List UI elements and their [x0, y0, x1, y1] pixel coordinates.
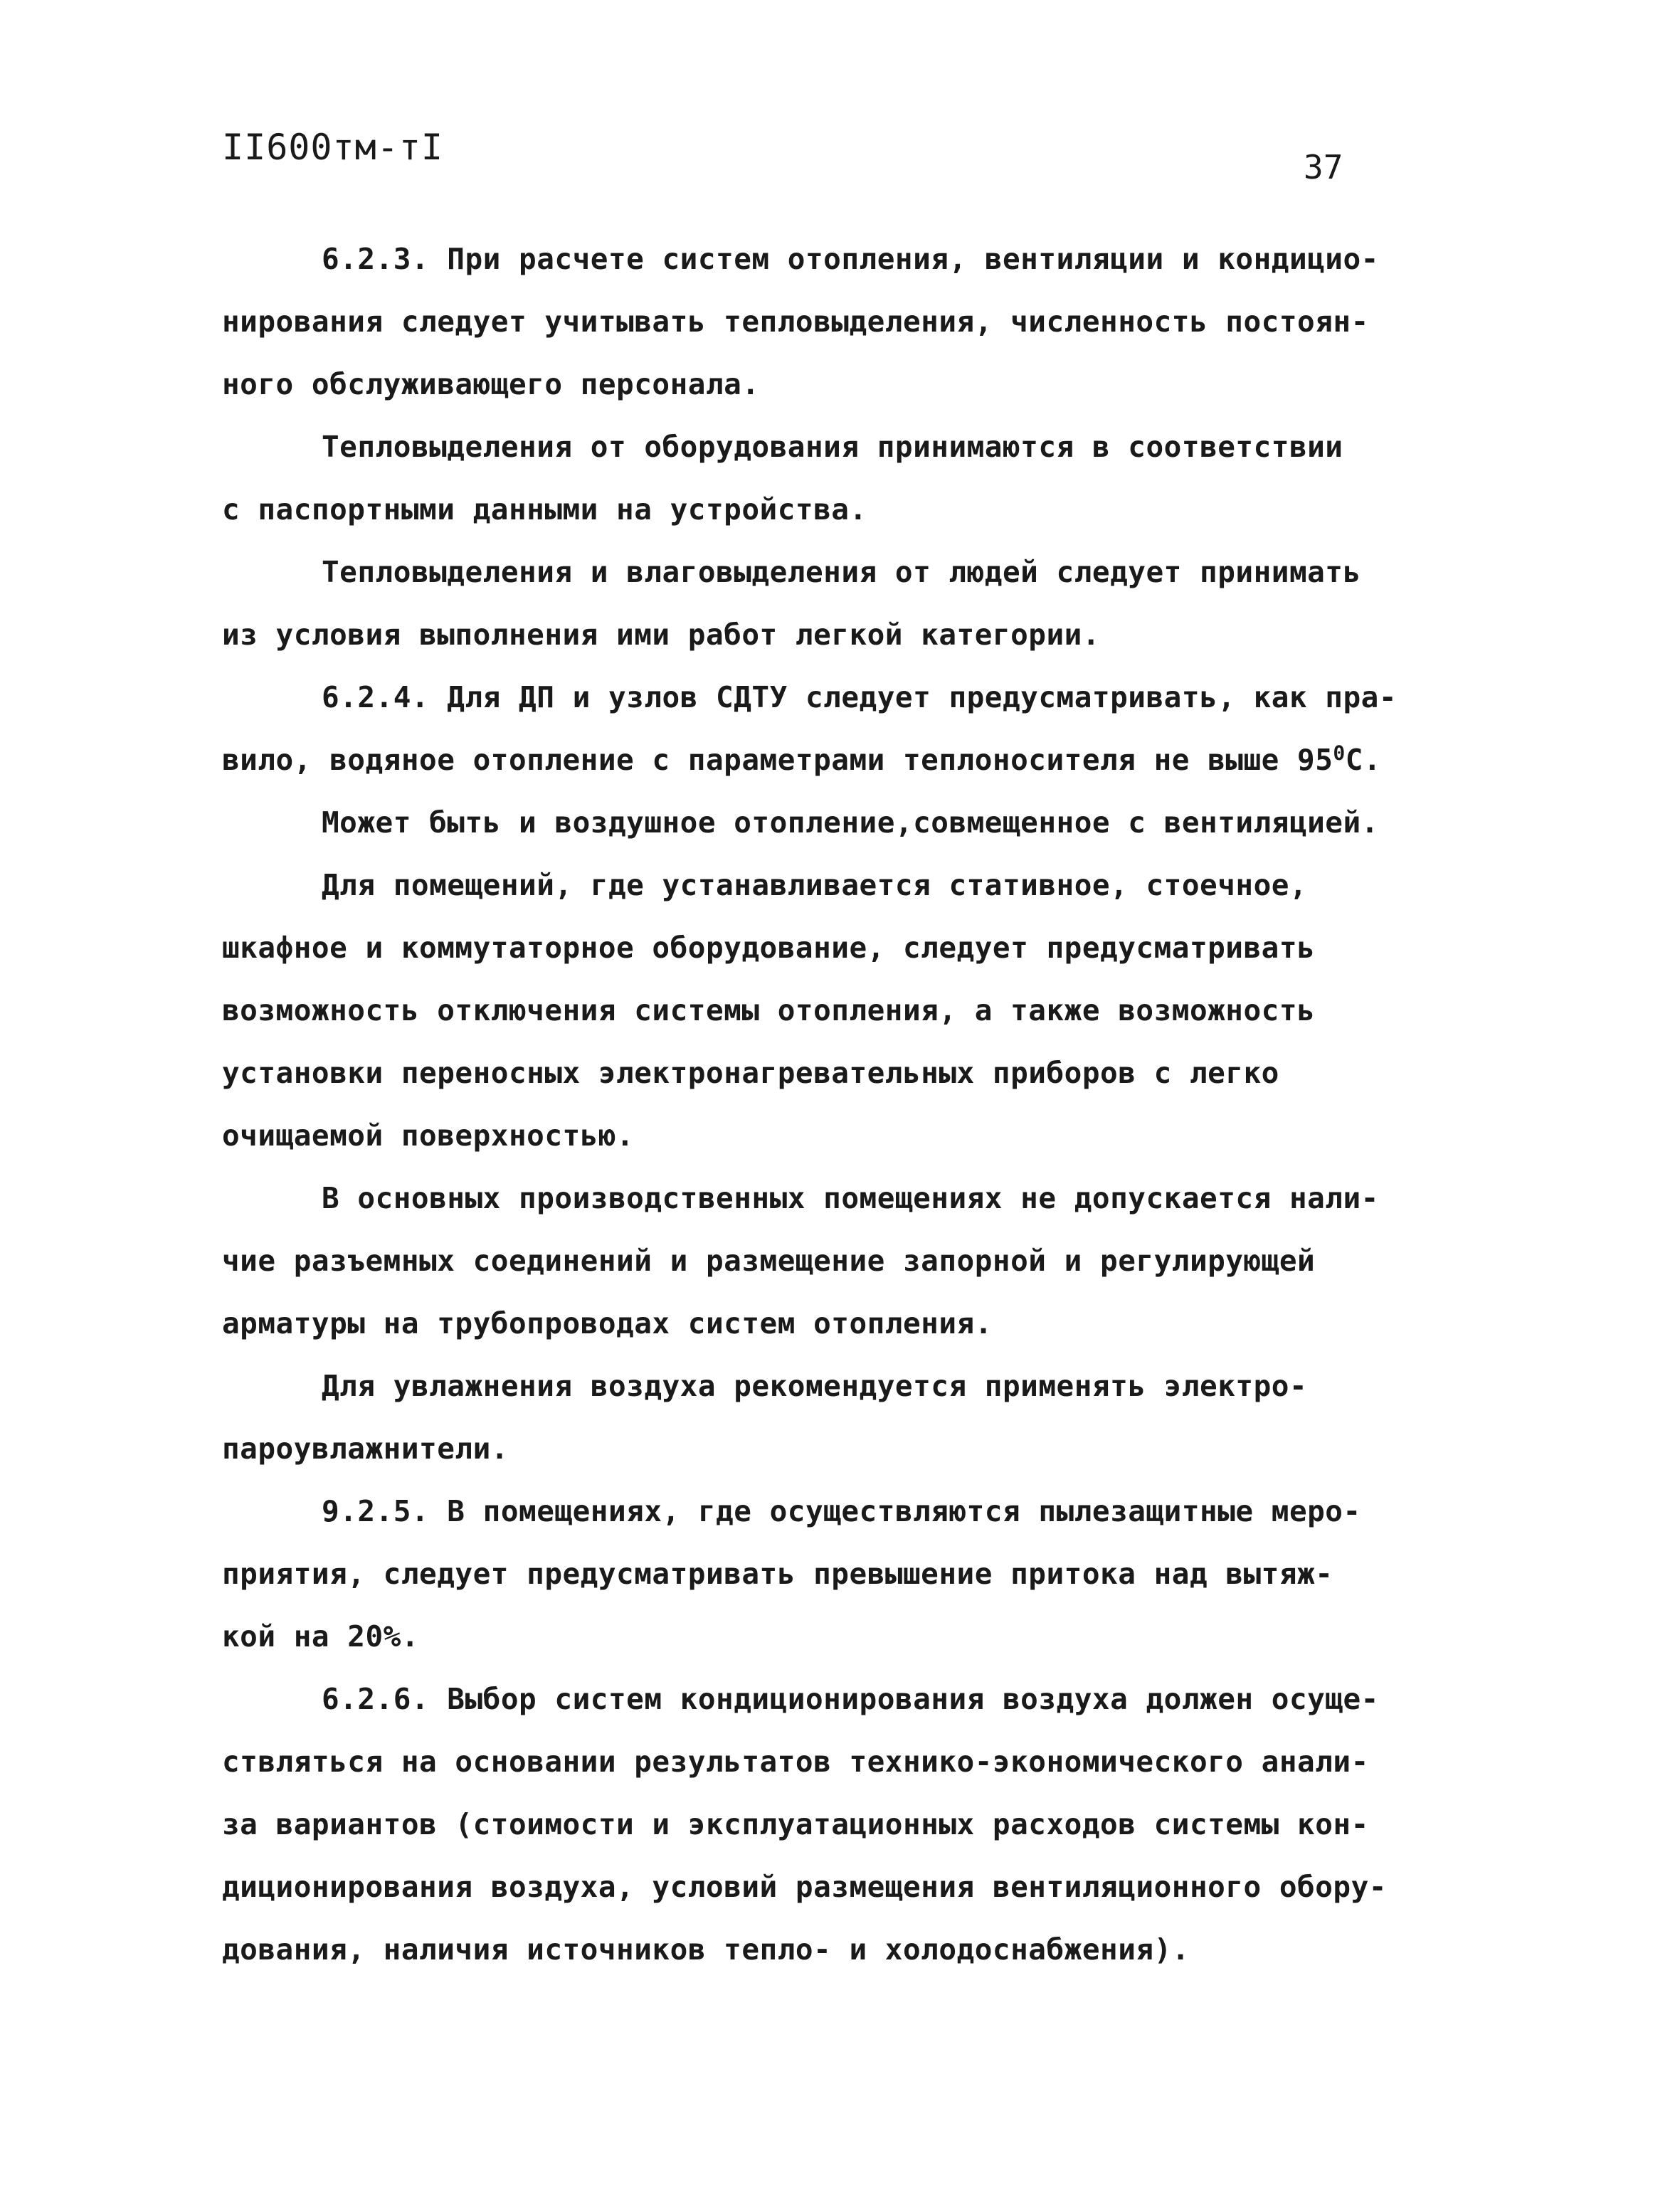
- text-line: возможность отключения системы отопления, а также возможность: [222, 993, 1316, 1027]
- text-line: 9.2.5. В помещениях, где осуществляются пылезащитные меро-: [322, 1494, 1361, 1528]
- text-line: 6.2.3. При расчете систем отопления, вентиляции и кондицио-: [322, 242, 1379, 276]
- text-line: чие разъемных соединений и размещение запорной и регулирующей: [222, 1244, 1316, 1278]
- text-line: Тепловыделения от оборудования принимаются в соответствии: [322, 430, 1343, 464]
- text-line: ствляться на основании результатов технико-экономического анали-: [222, 1745, 1369, 1779]
- text-line: арматуры на трубопроводах систем отопления.: [222, 1306, 993, 1340]
- paragraph-humidification: [222, 1355, 1489, 1480]
- paragraph-6-2-6: [222, 1668, 1489, 1981]
- text-line: пароувлажнители.: [222, 1432, 509, 1466]
- degree-superscript: 0: [1333, 741, 1346, 765]
- text-line: установки переносных электронагревательных приборов с легко: [222, 1056, 1279, 1090]
- text-line: нирования следует учитывать тепловыделения, численность постоян-: [222, 305, 1369, 339]
- document-code: II600тм-тI: [222, 127, 444, 168]
- text-line: ного обслуживающего персонала.: [222, 367, 760, 401]
- text-line: очищаемой поверхностью.: [222, 1118, 635, 1153]
- paragraph-heat-equipment: [222, 416, 1489, 541]
- text-line: приятия, следует предусматривать превышение притока над вытяж-: [222, 1557, 1333, 1591]
- text-line: из условия выполнения ими работ легкой категории.: [222, 618, 1101, 652]
- paragraph-6-2-5: [222, 1480, 1489, 1668]
- paragraph-main-rooms: [222, 1167, 1489, 1355]
- body-text: [222, 228, 1489, 1981]
- text-line: диционирования воздуха, условий размещения вентиляционного обору-: [222, 1870, 1387, 1904]
- text-line: Тепловыделения и влаговыделения от людей следует принимать: [322, 555, 1361, 589]
- text-line: В основных производственных помещениях не допускается нали-: [322, 1181, 1379, 1215]
- text-line-with-temperature: [222, 729, 1489, 791]
- text-line: дования, наличия источников тепло- и холодоснабжения).: [222, 1932, 1190, 1967]
- text-line: Для помещений, где устанавливается стативное, стоечное,: [322, 868, 1308, 902]
- paragraph-6-2-3: [222, 228, 1489, 416]
- paragraph-air-heating: [222, 791, 1489, 854]
- paragraph-rooms-equipment: [222, 854, 1489, 1167]
- page-number: 37: [1304, 148, 1343, 186]
- paragraph-6-2-4: [222, 666, 1489, 791]
- unit-suffix: С.: [1345, 743, 1382, 777]
- text-line: шкафное и коммутаторное оборудование, следует предусматривать: [222, 931, 1316, 965]
- text-line: за вариантов (стоимости и эксплуатационных расходов системы кон-: [222, 1807, 1369, 1841]
- text-line: Может быть и воздушное отопление,совмещенное с вентиляцией.: [322, 805, 1379, 840]
- text-line: 6.2.4. Для ДП и узлов СДТУ следует предусматривать, как пра-: [322, 680, 1398, 714]
- text-line: с паспортными данными на устройства.: [222, 492, 867, 527]
- text-fragment: вило, водяное отопление с параметрами теплоносителя не выше 95: [222, 743, 1333, 777]
- text-line: 6.2.6. Выбор систем кондиционирования воздуха должен осуще-: [322, 1682, 1379, 1716]
- text-line: Для увлажнения воздуха рекомендуется применять электро-: [322, 1369, 1308, 1403]
- text-line: кой на 20%.: [222, 1619, 420, 1654]
- paragraph-heat-people: [222, 541, 1489, 666]
